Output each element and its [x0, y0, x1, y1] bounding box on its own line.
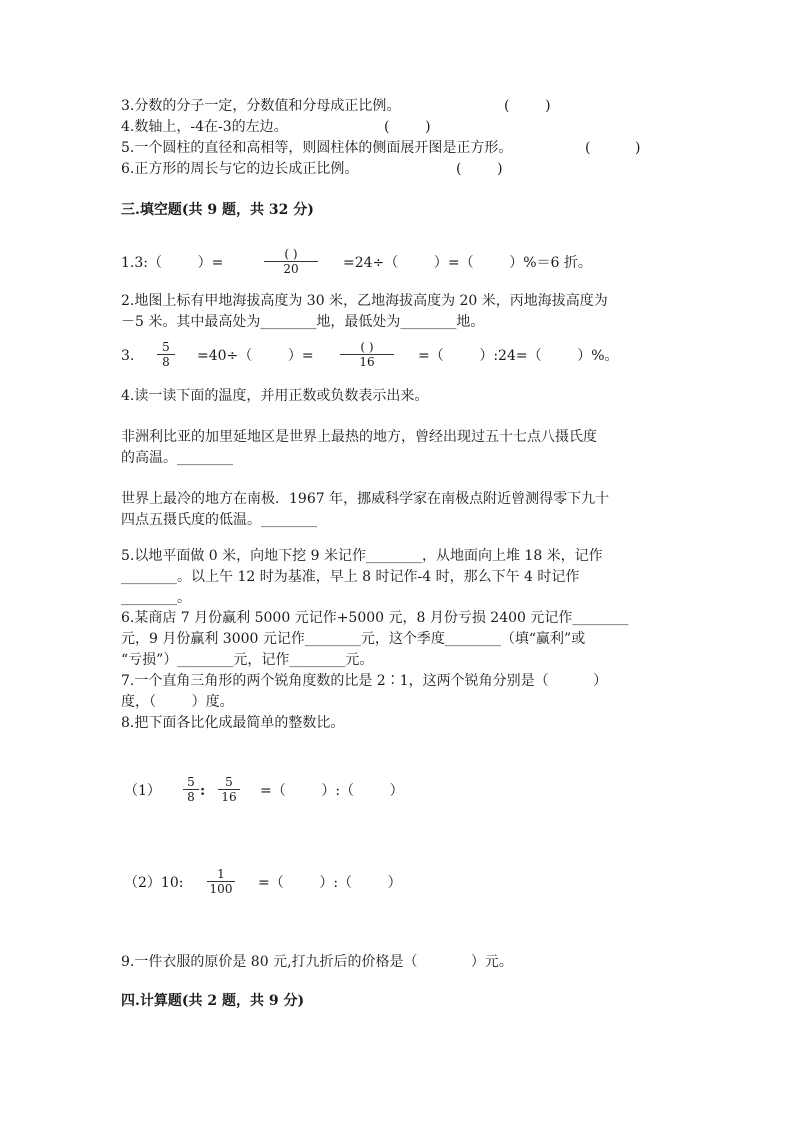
judge-item-3: 3.分数的分子一定，分数值和分母成正比例。 — [121, 98, 401, 114]
fraction-denominator: 8 — [162, 355, 170, 369]
fraction-numerator: ( ) — [264, 247, 318, 262]
q4-text: 4.读一读下面的温度，并用正数或负数表示出来。 — [121, 388, 429, 404]
fraction-denominator: 100 — [209, 882, 233, 896]
q2-line-2: －5 米。其中最高处为________地，最低处为________地。 — [121, 314, 485, 330]
q4b-line-1: 世界上最冷的地方在南极．1967 年，挪威科学家在南极点附近曾测得零下九十 — [121, 491, 610, 507]
q8a-label: （1） — [124, 783, 161, 799]
q2-line-1: 2.地图上标有甲地海拔高度为 30 米，乙地海拔高度为 20 米，丙地海拔高度为 — [121, 293, 608, 309]
q8a-fraction-1 — [183, 775, 199, 804]
q8a-answer: =（ ）:（ ） — [260, 783, 404, 799]
section-title-fill-in: 三.填空题(共 9 题，共 32 分) — [121, 202, 314, 218]
fraction-numerator: 5 — [218, 775, 240, 790]
fraction-numerator: 5 — [157, 340, 175, 355]
q3-fraction-1 — [157, 340, 175, 369]
q4a-line-1: 非洲利比亚的加里延地区是世界上最热的地方，曾经出现过五十七点八摄氏度 — [121, 429, 597, 445]
fraction-numerator: 1 — [207, 867, 235, 882]
fraction-numerator: 5 — [183, 775, 199, 790]
q6-line-1: 6.某商店 7 月份赢利 5000 元记作+5000 元，8 月份亏损 2400 元记作________ — [121, 610, 629, 626]
judge-item-4: 4.数轴上，-4在-3的左边。 — [121, 119, 288, 135]
q1-part-a: 1.3:（ ）= — [121, 255, 224, 271]
q6-line-2: 元，9 月份赢利 3000 元记作________元，这个季度________（填“赢利”或 — [121, 631, 586, 647]
q6-line-3: “亏损”）________元，记作________元。 — [121, 652, 374, 668]
q8b-fraction — [207, 867, 235, 896]
judge-answer-paren[interactable]: ( ) — [504, 98, 551, 114]
q4a-line-2: 的高温。________ — [121, 450, 233, 466]
fraction-denominator: 20 — [283, 262, 299, 276]
q1-fraction — [264, 247, 318, 276]
fraction-numerator: ( ) — [340, 340, 394, 355]
q3-part-b: =40÷（ ）= — [197, 348, 314, 364]
q8a-fraction-2 — [218, 775, 240, 804]
judge-answer-paren[interactable]: ( ) — [384, 119, 431, 135]
q1-part-b: =24÷（ ）=（ ）%＝6 折。 — [343, 255, 592, 271]
q3-number: 3. — [121, 348, 135, 364]
fraction-denominator: 16 — [359, 355, 375, 369]
q7-line-2: 度，（ ）度。 — [121, 694, 234, 710]
q4b-line-2: 四点五摄氏度的低温。________ — [121, 512, 317, 528]
q5-line-1: 5.以地平面做 0 米，向地下挖 9 米记作________，从地面向上堆 18 米，记作 — [121, 548, 603, 564]
judge-answer-paren[interactable]: ( ) — [456, 161, 503, 177]
fraction-denominator: 16 — [221, 790, 237, 804]
judge-item-5: 5.一个圆柱的直径和高相等，则圆柱体的侧面展开图是正方形。 — [121, 140, 513, 156]
q3-part-c: =（ ）:24=（ ）%。 — [418, 348, 619, 364]
judge-answer-paren[interactable]: ( ) — [585, 140, 641, 156]
q5-line-2: ________。以上午 12 时为基准，早上 8 时记作-4 时，那么下午 4 时记作 — [121, 569, 580, 585]
q8b-label: （2）10: — [124, 875, 184, 891]
q8-text: 8.把下面各比化成最简单的整数比。 — [121, 715, 345, 731]
ratio-colon: : — [200, 783, 206, 799]
fraction-denominator: 8 — [187, 790, 195, 804]
q9-text: 9.一件衣服的原价是 80 元,打九折后的价格是（ ）元。 — [121, 954, 513, 970]
section-title-calculation: 四.计算题(共 2 题，共 9 分) — [121, 993, 305, 1009]
judge-item-6: 6.正方形的周长与它的边长成正比例。 — [121, 161, 359, 177]
q8b-answer: =（ ）:（ ） — [258, 875, 402, 891]
q7-line-1: 7.一个直角三角形的两个锐角度数的比是 2∶1，这两个锐角分别是（ ） — [121, 673, 608, 689]
q3-fraction-2 — [340, 340, 394, 369]
q5-line-3: ________。 — [121, 590, 191, 606]
